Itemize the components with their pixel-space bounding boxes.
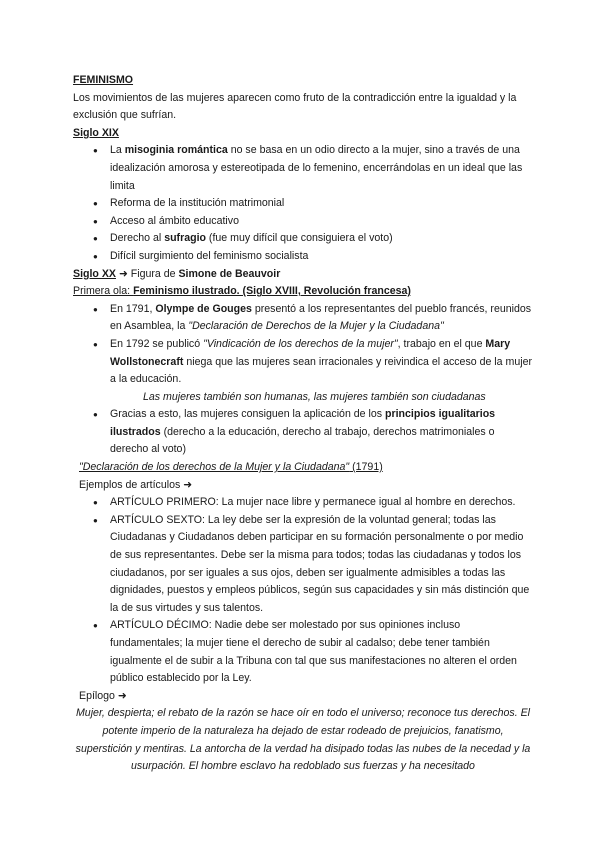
epilogo-heading: Epílogo ➜ bbox=[79, 689, 127, 702]
ejemplos-heading: Ejemplos de artículos ➜ bbox=[79, 478, 193, 491]
primera-ola-list-2 bbox=[73, 406, 533, 459]
ejemplos-list bbox=[73, 494, 533, 688]
siglo-xx-line: Siglo XX ➜ Figura de Simone de Beauvoir bbox=[73, 267, 281, 280]
list-item: ● Gracias a esto, las mujeres consiguen la aplicación de los principios igualitarios ilustrados (derecho a la educación, derecho al trabajo, derechos matrimoniales o derecho al voto) bbox=[73, 406, 533, 459]
document-body bbox=[73, 72, 533, 776]
siglo-xx-heading: Siglo XX bbox=[73, 267, 116, 280]
declaracion-heading: "Declaración de los derechos de la Mujer y la Ciudadana" (1791) bbox=[79, 461, 383, 474]
page-title: FEMINISMO bbox=[73, 74, 134, 86]
primera-ola-list bbox=[73, 301, 533, 389]
list-item: ● En 1792 se publicó "Vindicación de los derechos de la mujer", trabajo en el que Mary Wollstonecraft niega que las mujeres sean irracionales y reivindica el acceso de la mujer a la educación. bbox=[73, 336, 533, 389]
list-item: ● Derecho al sufragio (fue muy difícil que consiguiera el voto) bbox=[73, 230, 533, 248]
list-item: ● ARTÍCULO SEXTO: La ley debe ser la expresión de la voluntad general; todas las Ciudadanas y Ciudadanos deben participar en su formación personalmente o por medio de sus representantes. Debe ser la misma para todos; todas las ciudadanas y todos los ciudadanos, por ser iguales a sus ojos, deben ser igualmente admisibles a todas las dignidades, puestos y empleos públicos, según sus capacidades y sin más distinción que la de sus virtudes y sus talentos. bbox=[73, 512, 533, 618]
arrow-right-icon: ➜ bbox=[118, 267, 128, 280]
list-item: ● Acceso al ámbito educativo bbox=[73, 213, 533, 231]
list-item: ● La misoginia romántica no se basa en un odio directo a la mujer, sino a través de una idealización amorosa y estereotipada de lo femenino, encerrándolas en un ideal que las limita bbox=[73, 142, 533, 195]
list-item: ● Reforma de la institución matrimonial bbox=[73, 195, 533, 213]
siglo-xix-list bbox=[73, 142, 533, 265]
intro-paragraph: Los movimientos de las mujeres aparecen como fruto de la contradicción entre la igualdad y la exclusión que sufrían. bbox=[73, 91, 517, 122]
epilogo-text: Mujer, despierta; el rebato de la razón se hace oír en todo el universo; reconoce tus derechos. El potente imperio de la naturaleza ha dejado de estar rodeado de prejuicios, fanatismo, superstición y mentiras. La antorcha de la verdad ha disipado todas las nubes de la necedad y la usurpación. El hombre esclavo ha redoblado sus fuerzas y ha necesitado bbox=[75, 707, 531, 773]
arrow-right-icon: ➜ bbox=[117, 689, 127, 702]
list-item: ● ARTÍCULO PRIMERO: La mujer nace libre y permanece igual al hombre en derechos. bbox=[73, 494, 533, 512]
list-item: ● ARTÍCULO DÉCIMO: Nadie debe ser molestado por sus opiniones incluso fundamentales; la mujer tiene el derecho de subir al cadalso; debe tener también igualmente el de subir a la Tribuna con tal que sus manifestaciones no alteren el orden público establecido por la Ley. bbox=[73, 617, 533, 687]
siglo-xix-heading: Siglo XIX bbox=[73, 126, 119, 139]
list-item: ● Difícil surgimiento del feminismo socialista bbox=[73, 248, 533, 266]
primera-ola-heading: Primera ola: Feminismo ilustrado. (Siglo XVIII, Revolución francesa) bbox=[73, 285, 411, 298]
list-item: ● En 1791, Olympe de Gouges presentó a los representantes del pueblo francés, reunidos en Asamblea, la "Declaración de Derechos de la Mujer y la Ciudadana" bbox=[73, 301, 533, 336]
quote: Las mujeres también son humanas, las mujeres también son ciudadanas bbox=[143, 390, 486, 403]
arrow-right-icon: ➜ bbox=[183, 478, 193, 491]
